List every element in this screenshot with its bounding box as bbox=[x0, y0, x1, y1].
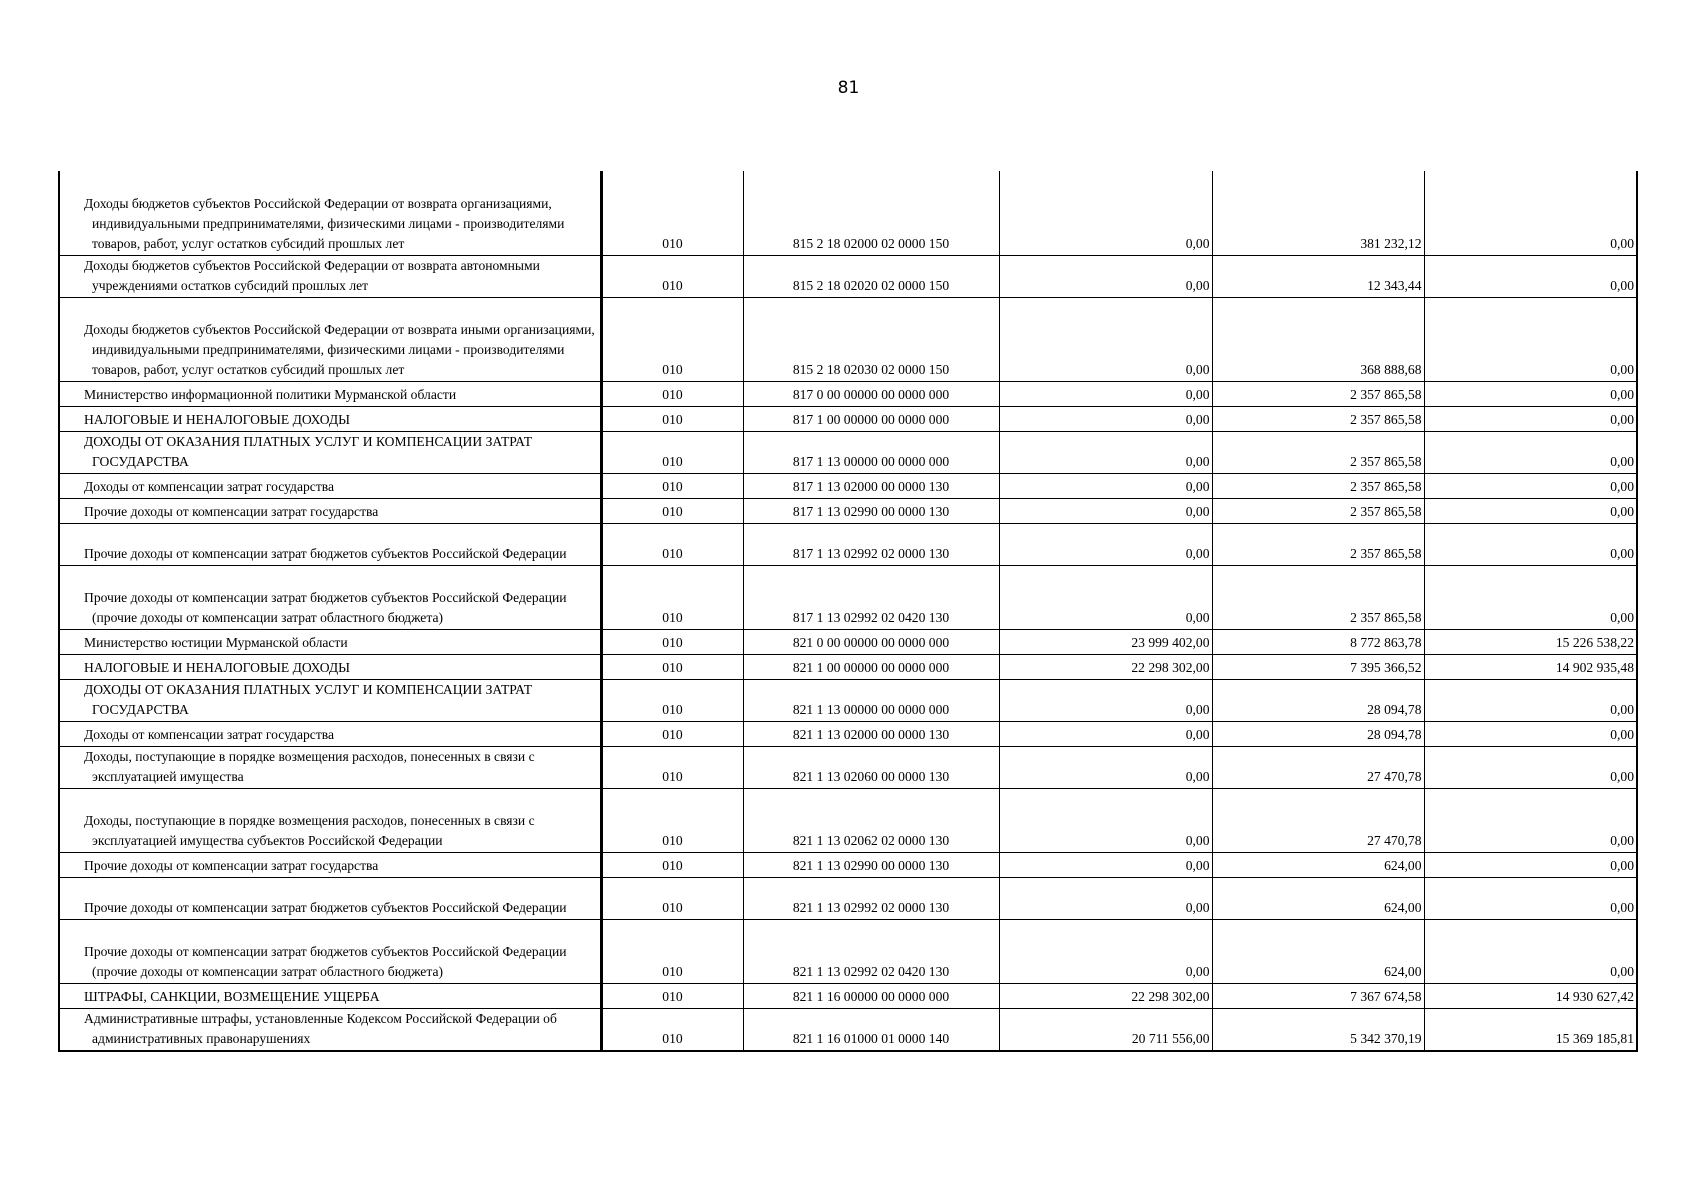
table-row bbox=[59, 297, 1637, 381]
row-income-code: 821 1 13 02992 02 0420 130 bbox=[743, 919, 999, 983]
row-name: Министерство информационной политики Мурманской области bbox=[59, 381, 601, 406]
row-value-3: 0,00 bbox=[1424, 788, 1637, 852]
row-income-code: 821 1 13 02062 02 0000 130 bbox=[743, 788, 999, 852]
row-value-1: 0,00 bbox=[999, 721, 1212, 746]
row-name: Прочие доходы от компенсации затрат бюджетов субъектов Российской Федерации (прочие доходы от компенсации затрат областного бюджета) bbox=[59, 565, 601, 629]
row-income-code: 821 1 13 02992 02 0000 130 bbox=[743, 877, 999, 919]
table-row bbox=[59, 788, 1637, 852]
row-value-1: 20 711 556,00 bbox=[999, 1008, 1212, 1051]
row-value-3: 15 369 185,81 bbox=[1424, 1008, 1637, 1051]
row-value-2: 28 094,78 bbox=[1212, 721, 1424, 746]
row-income-code: 817 1 00 00000 00 0000 000 bbox=[743, 406, 999, 431]
row-value-3: 14 902 935,48 bbox=[1424, 654, 1637, 679]
table-row bbox=[59, 654, 1637, 679]
row-value-3: 15 226 538,22 bbox=[1424, 629, 1637, 654]
row-value-1: 0,00 bbox=[999, 877, 1212, 919]
row-value-1: 0,00 bbox=[999, 381, 1212, 406]
row-value-3: 0,00 bbox=[1424, 381, 1637, 406]
row-name: Прочие доходы от компенсации затрат бюджетов субъектов Российской Федерации (прочие доходы от компенсации затрат областного бюджета) bbox=[59, 919, 601, 983]
row-value-2: 8 772 863,78 bbox=[1212, 629, 1424, 654]
row-income-code: 817 1 13 02992 02 0420 130 bbox=[743, 565, 999, 629]
row-name: Доходы от компенсации затрат государства bbox=[59, 721, 601, 746]
row-line-code: 010 bbox=[601, 654, 743, 679]
row-name: Прочие доходы от компенсации затрат бюджетов субъектов Российской Федерации bbox=[59, 877, 601, 919]
row-line-code: 010 bbox=[601, 171, 743, 255]
row-income-code: 821 1 13 00000 00 0000 000 bbox=[743, 679, 999, 721]
row-line-code: 010 bbox=[601, 565, 743, 629]
row-name: НАЛОГОВЫЕ И НЕНАЛОГОВЫЕ ДОХОДЫ bbox=[59, 654, 601, 679]
row-line-code: 010 bbox=[601, 721, 743, 746]
table-row bbox=[59, 746, 1637, 788]
row-name: Доходы, поступающие в порядке возмещения расходов, понесенных в связи с эксплуатацией имущества субъектов Российской Федерации bbox=[59, 788, 601, 852]
table-row bbox=[59, 255, 1637, 297]
row-value-2: 28 094,78 bbox=[1212, 679, 1424, 721]
row-line-code: 010 bbox=[601, 498, 743, 523]
row-income-code: 821 1 16 00000 00 0000 000 bbox=[743, 983, 999, 1008]
page-number: 81 bbox=[837, 78, 860, 98]
row-value-1: 0,00 bbox=[999, 406, 1212, 431]
row-value-1: 23 999 402,00 bbox=[999, 629, 1212, 654]
table-row bbox=[59, 565, 1637, 629]
row-name: Доходы бюджетов субъектов Российской Федерации от возврата автономными учреждениями остатков субсидий прошлых лет bbox=[59, 255, 601, 297]
table-row bbox=[59, 721, 1637, 746]
row-name: Административные штрафы, установленные Кодексом Российской Федерации об административных правонарушениях bbox=[59, 1008, 601, 1051]
row-line-code: 010 bbox=[601, 381, 743, 406]
row-income-code: 821 1 13 02060 00 0000 130 bbox=[743, 746, 999, 788]
row-income-code: 821 1 16 01000 01 0000 140 bbox=[743, 1008, 999, 1051]
row-value-1: 0,00 bbox=[999, 565, 1212, 629]
row-value-1: 22 298 302,00 bbox=[999, 983, 1212, 1008]
row-name: НАЛОГОВЫЕ И НЕНАЛОГОВЫЕ ДОХОДЫ bbox=[59, 406, 601, 431]
row-name: ДОХОДЫ ОТ ОКАЗАНИЯ ПЛАТНЫХ УСЛУГ И КОМПЕНСАЦИИ ЗАТРАТ ГОСУДАРСТВА bbox=[59, 431, 601, 473]
row-value-2: 5 342 370,19 bbox=[1212, 1008, 1424, 1051]
row-line-code: 010 bbox=[601, 877, 743, 919]
row-value-1: 0,00 bbox=[999, 171, 1212, 255]
row-income-code: 815 2 18 02020 02 0000 150 bbox=[743, 255, 999, 297]
row-value-2: 7 367 674,58 bbox=[1212, 983, 1424, 1008]
table-row bbox=[59, 1008, 1637, 1051]
row-line-code: 010 bbox=[601, 852, 743, 877]
row-value-2: 381 232,12 bbox=[1212, 171, 1424, 255]
row-value-3: 0,00 bbox=[1424, 565, 1637, 629]
row-name: Доходы бюджетов субъектов Российской Федерации от возврата иными организациями, индивидуальными предпринимателями, физическими лицами - производителями товаров, работ, услуг остатков субсидий прошлых лет bbox=[59, 297, 601, 381]
row-value-3: 0,00 bbox=[1424, 498, 1637, 523]
row-name: Доходы, поступающие в порядке возмещения расходов, понесенных в связи с эксплуатацией имущества bbox=[59, 746, 601, 788]
row-income-code: 821 1 00 00000 00 0000 000 bbox=[743, 654, 999, 679]
row-line-code: 010 bbox=[601, 431, 743, 473]
table-row bbox=[59, 877, 1637, 919]
row-value-1: 0,00 bbox=[999, 255, 1212, 297]
row-value-2: 2 357 865,58 bbox=[1212, 406, 1424, 431]
table-row bbox=[59, 171, 1637, 255]
row-income-code: 821 0 00 00000 00 0000 000 bbox=[743, 629, 999, 654]
row-value-2: 2 357 865,58 bbox=[1212, 498, 1424, 523]
row-value-2: 2 357 865,58 bbox=[1212, 565, 1424, 629]
table-row bbox=[59, 852, 1637, 877]
row-value-2: 2 357 865,58 bbox=[1212, 431, 1424, 473]
row-income-code: 815 2 18 02030 02 0000 150 bbox=[743, 297, 999, 381]
row-income-code: 817 1 13 02992 02 0000 130 bbox=[743, 523, 999, 565]
row-value-3: 0,00 bbox=[1424, 297, 1637, 381]
row-value-2: 624,00 bbox=[1212, 919, 1424, 983]
row-value-3: 0,00 bbox=[1424, 523, 1637, 565]
income-table bbox=[58, 171, 1638, 1052]
row-value-3: 14 930 627,42 bbox=[1424, 983, 1637, 1008]
row-name: Прочие доходы от компенсации затрат государства bbox=[59, 852, 601, 877]
row-line-code: 010 bbox=[601, 983, 743, 1008]
row-value-1: 0,00 bbox=[999, 852, 1212, 877]
row-value-3: 0,00 bbox=[1424, 255, 1637, 297]
row-line-code: 010 bbox=[601, 473, 743, 498]
table-row bbox=[59, 679, 1637, 721]
row-value-1: 0,00 bbox=[999, 498, 1212, 523]
row-value-1: 22 298 302,00 bbox=[999, 654, 1212, 679]
row-value-3: 0,00 bbox=[1424, 721, 1637, 746]
row-line-code: 010 bbox=[601, 629, 743, 654]
row-value-2: 368 888,68 bbox=[1212, 297, 1424, 381]
row-value-1: 0,00 bbox=[999, 297, 1212, 381]
row-value-2: 624,00 bbox=[1212, 852, 1424, 877]
row-value-3: 0,00 bbox=[1424, 171, 1637, 255]
row-name: Прочие доходы от компенсации затрат бюджетов субъектов Российской Федерации bbox=[59, 523, 601, 565]
row-value-1: 0,00 bbox=[999, 788, 1212, 852]
row-value-3: 0,00 bbox=[1424, 877, 1637, 919]
row-value-2: 12 343,44 bbox=[1212, 255, 1424, 297]
row-value-2: 2 357 865,58 bbox=[1212, 381, 1424, 406]
row-line-code: 010 bbox=[601, 746, 743, 788]
row-income-code: 817 1 13 02000 00 0000 130 bbox=[743, 473, 999, 498]
row-value-3: 0,00 bbox=[1424, 852, 1637, 877]
row-line-code: 010 bbox=[601, 406, 743, 431]
row-line-code: 010 bbox=[601, 919, 743, 983]
row-value-2: 2 357 865,58 bbox=[1212, 473, 1424, 498]
table-row bbox=[59, 498, 1637, 523]
row-value-1: 0,00 bbox=[999, 473, 1212, 498]
row-value-1: 0,00 bbox=[999, 431, 1212, 473]
row-income-code: 817 1 13 00000 00 0000 000 bbox=[743, 431, 999, 473]
row-value-3: 0,00 bbox=[1424, 679, 1637, 721]
row-name: ШТРАФЫ, САНКЦИИ, ВОЗМЕЩЕНИЕ УЩЕРБА bbox=[59, 983, 601, 1008]
row-name: ДОХОДЫ ОТ ОКАЗАНИЯ ПЛАТНЫХ УСЛУГ И КОМПЕНСАЦИИ ЗАТРАТ ГОСУДАРСТВА bbox=[59, 679, 601, 721]
table-row bbox=[59, 983, 1637, 1008]
table-row bbox=[59, 406, 1637, 431]
row-income-code: 815 2 18 02000 02 0000 150 bbox=[743, 171, 999, 255]
row-value-2: 27 470,78 bbox=[1212, 788, 1424, 852]
row-value-3: 0,00 bbox=[1424, 473, 1637, 498]
row-line-code: 010 bbox=[601, 523, 743, 565]
row-value-1: 0,00 bbox=[999, 523, 1212, 565]
table-row bbox=[59, 919, 1637, 983]
table-row bbox=[59, 431, 1637, 473]
row-value-1: 0,00 bbox=[999, 679, 1212, 721]
table-row bbox=[59, 629, 1637, 654]
row-value-3: 0,00 bbox=[1424, 746, 1637, 788]
row-name: Министерство юстиции Мурманской области bbox=[59, 629, 601, 654]
row-value-2: 7 395 366,52 bbox=[1212, 654, 1424, 679]
row-value-1: 0,00 bbox=[999, 919, 1212, 983]
row-value-2: 2 357 865,58 bbox=[1212, 523, 1424, 565]
row-line-code: 010 bbox=[601, 679, 743, 721]
table-row bbox=[59, 523, 1637, 565]
row-line-code: 010 bbox=[601, 255, 743, 297]
row-value-2: 624,00 bbox=[1212, 877, 1424, 919]
row-value-3: 0,00 bbox=[1424, 431, 1637, 473]
row-value-3: 0,00 bbox=[1424, 919, 1637, 983]
row-line-code: 010 bbox=[601, 297, 743, 381]
row-income-code: 817 0 00 00000 00 0000 000 bbox=[743, 381, 999, 406]
table-row bbox=[59, 381, 1637, 406]
row-value-2: 27 470,78 bbox=[1212, 746, 1424, 788]
row-income-code: 821 1 13 02990 00 0000 130 bbox=[743, 852, 999, 877]
row-name: Прочие доходы от компенсации затрат государства bbox=[59, 498, 601, 523]
row-value-3: 0,00 bbox=[1424, 406, 1637, 431]
row-line-code: 010 bbox=[601, 788, 743, 852]
row-line-code: 010 bbox=[601, 1008, 743, 1051]
row-income-code: 821 1 13 02000 00 0000 130 bbox=[743, 721, 999, 746]
row-name: Доходы бюджетов субъектов Российской Федерации от возврата организациями, индивидуальными предпринимателями, физическими лицами - производителями товаров, работ, услуг остатков субсидий прошлых лет bbox=[59, 171, 601, 255]
row-value-1: 0,00 bbox=[999, 746, 1212, 788]
row-name: Доходы от компенсации затрат государства bbox=[59, 473, 601, 498]
table-row bbox=[59, 473, 1637, 498]
row-income-code: 817 1 13 02990 00 0000 130 bbox=[743, 498, 999, 523]
